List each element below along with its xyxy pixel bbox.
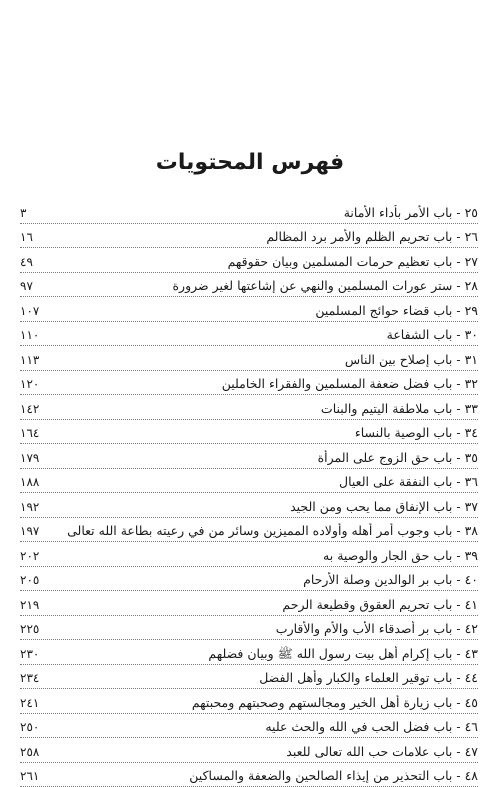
toc-entry-page: ١٨٨ — [20, 474, 39, 490]
toc-entry-title: ٣٥ - باب حق الزوج على المرأة — [318, 450, 478, 466]
toc-entry — [20, 371, 478, 396]
toc-entry — [20, 591, 478, 616]
toc-entry — [20, 248, 478, 273]
page-title: فهرس المحتويات — [0, 148, 500, 178]
toc-entry-title: ٤٣ - باب إكرام أهل بيت رسول الله ﷺ وبيان فضلهم — [208, 646, 478, 662]
toc-entry — [20, 542, 478, 567]
toc-entry-page: ١١٠ — [20, 327, 39, 343]
toc-entry-title: ٣٣ - باب ملاطفة اليتيم والبنات — [321, 401, 478, 417]
toc-entry — [20, 224, 478, 249]
toc-entry-page: ٢٣٤ — [20, 670, 39, 686]
toc-entry-page: ٩٧ — [20, 278, 33, 294]
toc-entry-title: ٣٠ - باب الشفاعة — [387, 327, 478, 343]
toc-entry-page: ٢٦١ — [20, 768, 39, 784]
toc-entry — [20, 518, 478, 543]
toc-entry — [20, 567, 478, 592]
toc-entry-page: ٤٩ — [20, 254, 33, 270]
toc-entry-page: ١٤٢ — [20, 401, 39, 417]
toc-entry-page: ١٢٠ — [20, 376, 39, 392]
toc-entry-page: ١٦٤ — [20, 425, 39, 441]
toc-entry-title: ٣٢ - باب فضل ضعفة المسلمين والفقراء الخاملين — [222, 376, 478, 392]
toc-entry-title: ٢٩ - باب قضاء حوائج المسلمين — [315, 303, 478, 319]
toc-entry-title: ٤٨ - باب التحذير من إيذاء الصالحين والضعفة والمساكين — [189, 768, 478, 784]
toc-entry — [20, 689, 478, 714]
toc-entry — [20, 738, 478, 763]
toc-entry-page: ١٩٧ — [20, 523, 39, 539]
toc-entry — [20, 714, 478, 739]
toc-entry-title: ٤٧ - باب علامات حب الله تعالى للعبد — [286, 744, 478, 760]
toc-entry-title: ٢٦ - باب تحريم الظلم والأمر برد المظالم — [266, 229, 478, 245]
toc-entry-title: ٤٠ - باب بر الوالدين وصلة الأرحام — [303, 572, 478, 588]
toc-entry-page: ٢٤١ — [20, 695, 39, 711]
toc-entry-title: ٣٤ - باب الوصية بالنساء — [355, 425, 478, 441]
toc-entry — [20, 493, 478, 518]
toc-entry — [20, 665, 478, 690]
toc-entry — [20, 322, 478, 347]
toc-entry-title: ٣٨ - باب وجوب أمر أهله وأولاده المميزين وسائر من في رعيته بطاعة الله تعالى — [67, 523, 478, 539]
toc-entry-title: ٢٧ - باب تعظيم حرمات المسلمين وبيان حقوقهم — [228, 254, 478, 270]
toc-entry — [20, 420, 478, 445]
toc-entry-page: ٢٥٠ — [20, 719, 39, 735]
toc-entry-title: ٣٩ - باب حق الجار والوصية به — [323, 548, 478, 564]
toc-entry — [20, 297, 478, 322]
toc-entry-title: ٤٦ - باب فضل الحب في الله والحث عليه — [265, 719, 478, 735]
toc-entry-page: ٣ — [20, 205, 26, 221]
toc-entry-page: ١٦ — [20, 229, 33, 245]
toc-entry-page: ١١٣ — [20, 352, 39, 368]
toc-entry — [20, 273, 478, 298]
toc-entry — [20, 763, 478, 787]
toc-entry-title: ٤٤ - باب توقير العلماء والكبار وأهل الفضل — [259, 670, 478, 686]
toc-entry — [20, 444, 478, 469]
toc-entry-page: ٢٠٥ — [20, 572, 39, 588]
toc-entry-page: ٢٥٨ — [20, 744, 39, 760]
toc-entry-page: ٢١٩ — [20, 597, 39, 613]
toc-entry — [20, 640, 478, 665]
toc-entry-page: ١٠٧ — [20, 303, 39, 319]
toc-entry — [20, 346, 478, 371]
toc-entry-page: ١٧٩ — [20, 450, 39, 466]
toc-entry-title: ٣١ - باب إصلاح بين الناس — [345, 352, 478, 368]
toc-entry-page: ١٩٢ — [20, 499, 39, 515]
table-of-contents — [20, 199, 478, 787]
toc-entry — [20, 616, 478, 641]
toc-entry-title: ٤٢ - باب بر أصدقاء الأب والأم والأقارب — [276, 621, 478, 637]
toc-entry-title: ٤١ - باب تحريم العقوق وقطيعة الرحم — [282, 597, 478, 613]
toc-entry-title: ٤٥ - باب زيارة أهل الخير ومجالستهم وصحبتهم ومحبتهم — [192, 695, 478, 711]
toc-entry-title: ٣٧ - باب الإنفاق مما يحب ومن الجيد — [290, 499, 478, 515]
toc-entry-page: ٢٢٥ — [20, 621, 39, 637]
toc-entry-title: ٣٦ - باب النفقة على العيال — [339, 474, 478, 490]
toc-entry-title: ٢٨ - ستر عورات المسلمين والنهي عن إشاعتها لغير ضرورة — [172, 278, 478, 294]
toc-entry-title: ٢٥ - باب الأمر بأداء الأمانة — [344, 205, 478, 221]
toc-entry-page: ٢٠٢ — [20, 548, 39, 564]
toc-entry — [20, 199, 478, 224]
toc-entry — [20, 395, 478, 420]
toc-entry-page: ٢٣٠ — [20, 646, 39, 662]
toc-entry — [20, 469, 478, 494]
